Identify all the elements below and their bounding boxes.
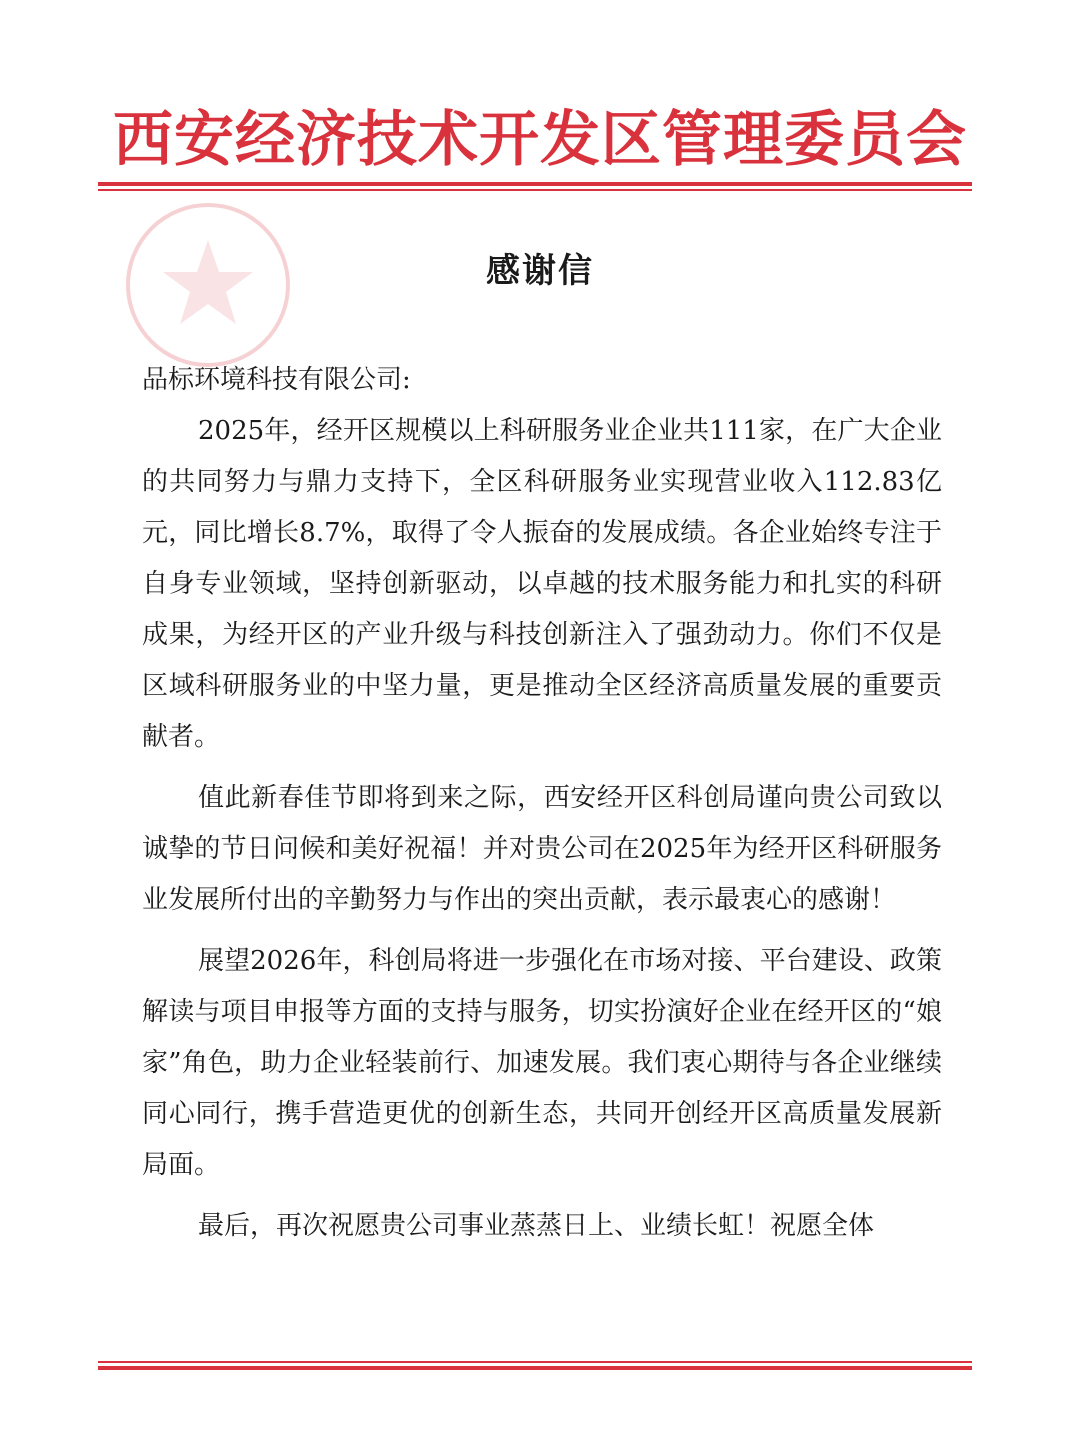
letter-paragraph: 2025年，经开区规模以上科研服务业企业共111家，在广大企业的共同努力与鼎力支持下，全区科研服务业实现营业收入112.83亿元，同比增长8.7%，取得了令人振奋的发展成绩。各企业始终专注于自身专业领域，坚持创新驱动，以卓越的技术服务能力和扎实的科研成果，为经开区的产业升级与科技创新注入了强劲动力。你们不仅是区域科研服务业的中坚力量，更是推动全区经济高质量发展的重要贡献者。 bbox=[142, 416, 942, 752]
header-divider bbox=[98, 182, 972, 191]
header-org-title: 西安经济技术开发区管理委员会 bbox=[113, 105, 967, 175]
footer-divider bbox=[98, 1361, 972, 1370]
header-divider-thin-line bbox=[98, 189, 972, 191]
letter-body bbox=[142, 355, 942, 1262]
footer-divider-thick-line bbox=[98, 1366, 972, 1370]
letter-paragraph: 最后，再次祝愿贵公司事业蒸蒸日上、业绩长虹！祝愿全体 bbox=[198, 1211, 875, 1241]
letter-paragraph: 展望2026年，科创局将进一步强化在市场对接、平台建设、政策解读与项目申报等方面的支持与服务，切实扮演好企业在经开区的“娘家”角色，助力企业轻装前行、加速发展。我们衷心期待与各企业继续同心同行，携手营造更优的创新生态，共同开创经开区高质量发展新局面。 bbox=[142, 946, 942, 1180]
letter-title: 感谢信 bbox=[486, 251, 594, 291]
letter-salutation: 品标环境科技有限公司: bbox=[142, 365, 411, 395]
letter-paragraph: 值此新春佳节即将到来之际，西安经开区科创局谨向贵公司致以诚挚的节日问候和美好祝福！并对贵公司在2025年为经开区科研服务业发展所付出的辛勤努力与作出的突出贡献，表示最衷心的感谢！ bbox=[142, 783, 942, 915]
